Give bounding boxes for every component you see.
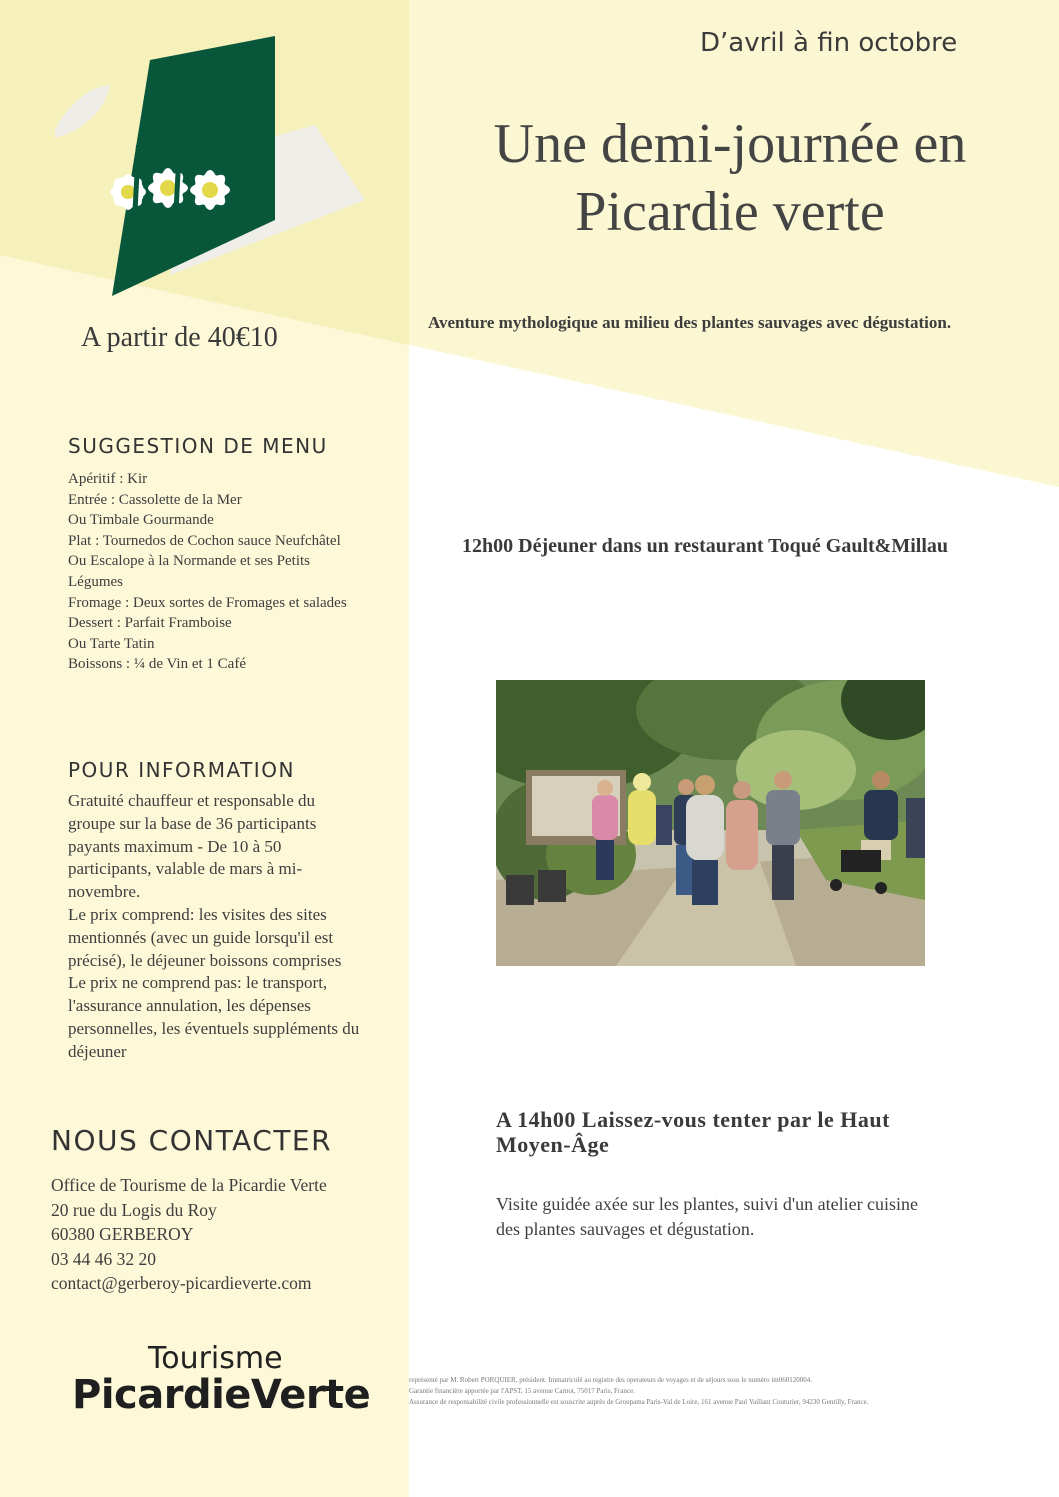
contact-street: 20 rue du Logis du Roy [51,1199,217,1220]
legal-line: représenté par M. Robert PORQUIER, président. Immatriculé au registre des operateurs de voyages et de séjours sous le numéro im060120004. [409,1376,812,1384]
page-title: Une demi-journée en Picardie verte [493,113,967,243]
menu-item: Entrée : Cassolette de la Mer [68,491,242,508]
menu-list [68,469,348,675]
group-visit-garden-photo [496,680,925,966]
contact-city: 60380 GERBEROY [51,1224,194,1244]
menu-item: Boissons : ¼ de Vin et 1 Café [68,656,246,673]
legal-notice [409,1375,1049,1408]
daisy-flag-logo [50,30,380,310]
contact-email[interactable]: contact@gerberoy-picardieverte.com [51,1273,312,1293]
info-heading: POUR INFORMATION [68,758,295,782]
menu-item: Ou Timbale Gourmande [68,512,214,529]
menu-item: Plat : Tournedos de Cochon sauce Neufchâtel [68,532,341,549]
menu-item: Dessert : Parfait Framboise [68,615,232,632]
menu-heading: SUGGESTION DE MENU [68,434,328,458]
info-paragraph: Gratuité chauffeur et responsable du groupe sur la base de 36 participants payants maximum - De 10 à 50 participants, valable de mars à mi-novembre. [68,791,317,902]
legal-line: Garantie financière apportée par l'APST, 15 avenue Carnot, 75017 Paris, France. [409,1387,635,1395]
menu-item: Ou Escalope à la Normande et ses Petits Légumes [68,553,311,590]
afternoon-description: Visite guidée axée sur les plantes, suivi d'un atelier cuisine des plantes sauvages et dégustation. [496,1194,919,1239]
page-subtitle: Aventure mythologique au milieu des plantes sauvages avec dégustation. [428,313,952,332]
menu-item: Ou Tarte Tatin [68,635,155,652]
lunch-item: 12h00 Déjeuner dans un restaurant Toqué Gault&Millau [462,535,949,557]
info-paragraph: Le prix comprend: les visites des sites mentionnés (avec un guide lorsqu'il est précisé), le déjeuner boissons comprises [68,904,342,970]
menu-item: Apéritif : Kir [68,471,148,487]
contact-phone[interactable]: 03 44 46 32 20 [51,1248,156,1269]
info-text [68,790,363,1064]
menu-item: Fromage : Deux sortes de Fromages et salades [68,594,347,611]
brand-logo-main: PicardieVerte [72,1372,371,1418]
contact-block [51,1173,327,1296]
season-dates: D’avril à fin octobre [700,28,958,58]
legal-line: Assurance de responsabilité civile professionnelle est souscrite auprès de Groupama Paris-Val de Loire, 161 avenue Paul Vaillant Couturier, 94230 Gentilly, France. [409,1398,869,1406]
info-paragraph: Le prix ne comprend pas: le transport, l'assurance annulation, les dépenses personnelles, les éventuels suppléments du déjeuner [68,973,360,1061]
afternoon-title: A 14h00 Laissez-vous tenter par le Haut Moyen-Âge [496,1107,890,1157]
price-label: A partir de 40€10 [81,322,278,353]
contact-heading: NOUS CONTACTER [51,1124,333,1157]
brand-logo-top: Tourisme [148,1341,283,1376]
contact-organization: Office de Tourisme de la Picardie Verte [51,1175,327,1195]
